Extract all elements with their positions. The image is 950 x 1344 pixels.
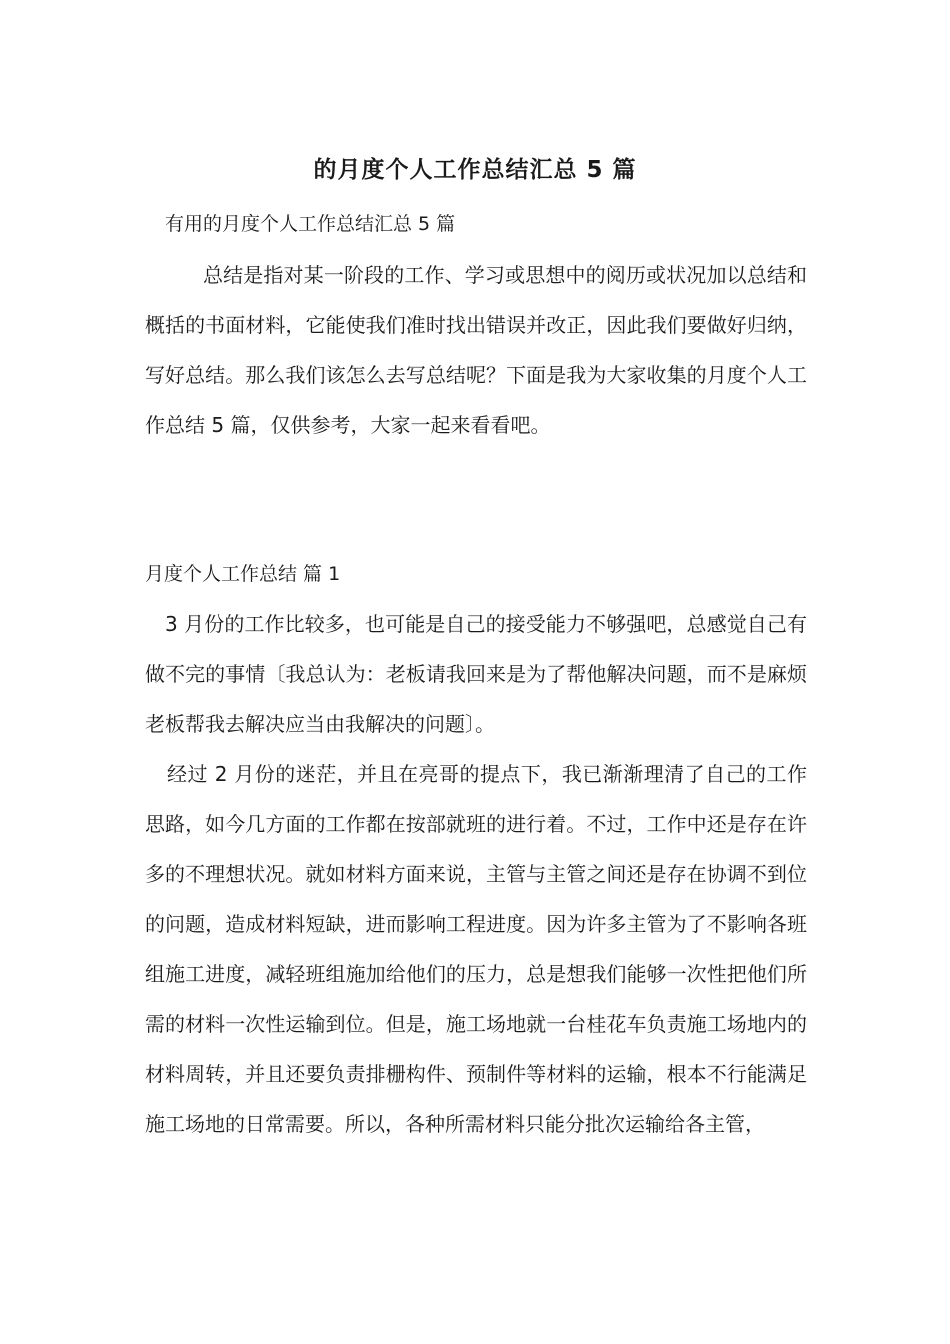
document-title: 的月度个人工作总结汇总 5 篇: [313, 157, 637, 183]
document-subtitle: 有用的月度个人工作总结汇总 5 篇: [165, 213, 456, 235]
intro-paragraph: 总结是指对某一阶段的工作、学习或思想中的阅历或状况加以总结和概括的书面材料，它能使我们准时找出错误并改正，因此我们要做好归纳，写好总结。那么我们该怎么去写总结呢？下面是我为大家收集的月度个人工作总结 5 篇，仅供参考，大家一起来看看吧。: [145, 263, 807, 437]
section-heading: 月度个人工作总结 篇 1: [145, 563, 341, 585]
body-paragraph: 经过 2 月份的迷茫，并且在亮哥的提点下，我已渐渐理清了自己的工作思路，如今几方面的工作都在按部就班的进行着。不过，工作中还是存在许多的不理想状况。就如材料方面来说，主管与主管之间还是存在协调不到位的问题，造成材料短缺，进而影响工程进度。因为许多主管为了不影响各班组施工进度，减轻班组施加给他们的压力，总是想我们能够一次性把他们所需的材料一次性运输到位。但是，施工场地就一台桂花车负责施工场地内的材料周转，并且还要负责排栅构件、预制件等材料的运输，根本不行能满足施工场地的日常需要。所以，各种所需材料只能分批次运输给各主管，: [145, 762, 807, 1136]
body-paragraph: 3 月份的工作比较多，也可能是自己的接受能力不够强吧，总感觉自己有做不完的事情〔我总认为：老板请我回来是为了帮他解决问题，而不是麻烦老板帮我去解决应当由我解决的问题〕。: [145, 612, 807, 736]
